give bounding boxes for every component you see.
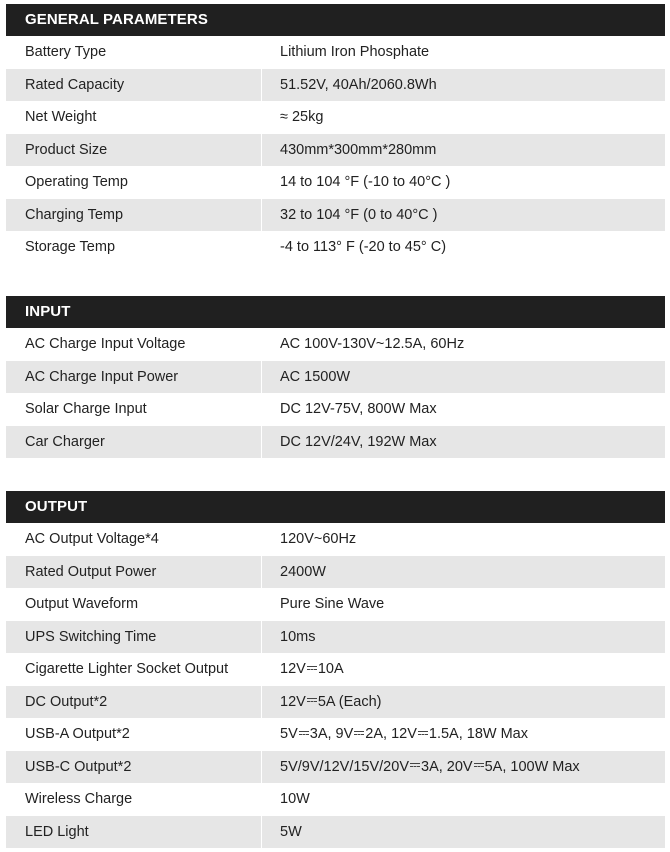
input-section [6,296,665,458]
spec-label: AC Charge Input Voltage [25,336,186,353]
spec-label: Charging Temp [25,206,124,223]
spec-value: 10W [280,791,310,808]
spec-label: Car Charger [25,433,105,450]
spec-row [6,134,665,167]
spec-row [6,361,665,394]
spec-value: 51.52V, 40Ah/2060.8Wh [280,76,437,93]
spec-value: ≈ 25kg [280,109,324,126]
spec-label: Solar Charge Input [25,401,147,418]
spec-value: 2400W [280,563,326,580]
spec-label: LED Light [25,823,89,840]
spec-label: Cigarette Lighter Socket Output [25,661,229,678]
spec-row [6,751,665,784]
spec-value: -4 to 113° F (-20 to 45° C) [280,239,447,256]
spec-row [6,621,665,654]
spec-row [6,653,665,686]
spec-label: Rated Capacity [25,76,125,93]
section-header: GENERAL PARAMETERS [6,4,665,36]
spec-row [6,231,665,264]
spec-label: Rated Output Power [25,563,157,580]
spec-label: Product Size [25,141,108,158]
spec-value: AC 1500W [280,368,351,385]
spec-label: Battery Type [25,44,107,61]
spec-value: 120V~60Hz [280,531,357,548]
dc-symbol-icon [307,698,317,703]
spec-label: Operating Temp [25,174,128,191]
section-header: OUTPUT [6,491,665,523]
spec-value: 5V/9V/12V/15V/20V 3A, 20V 5A, 100W Max [280,758,580,775]
dc-symbol-icon [299,731,309,736]
spec-row [6,588,665,621]
dc-symbol-icon [307,666,317,671]
dc-symbol-icon [410,763,420,768]
spec-value: Lithium Iron Phosphate [280,44,430,61]
spec-label: Net Weight [25,109,97,126]
spec-row [6,328,665,361]
spec-value: 32 to 104 °F (0 to 40°C ) [280,206,438,223]
spec-row [6,686,665,719]
spec-row [6,783,665,816]
spec-label: Wireless Charge [25,791,133,808]
spec-row [6,101,665,134]
spec-row [6,426,665,459]
spec-value: 12V 10A [280,661,344,678]
spec-row [6,393,665,426]
spec-value: DC 12V/24V, 192W Max [280,433,437,450]
spec-value: DC 12V-75V, 800W Max [280,401,437,418]
dc-symbol-icon [474,763,484,768]
dc-symbol-icon [354,731,364,736]
spec-value: Pure Sine Wave [280,596,385,613]
spec-label: USB-A Output*2 [25,726,130,743]
spec-value: 14 to 104 °F (-10 to 40°C ) [280,174,451,191]
spec-value: 10ms [280,628,316,645]
spec-row [6,556,665,589]
spec-row [6,166,665,199]
spec-label: UPS Switching Time [25,628,157,645]
dc-symbol-icon [418,731,428,736]
spec-row [6,816,665,849]
general-parameters-section [6,4,665,264]
spec-label: USB-C Output*2 [25,758,132,775]
spec-label: AC Charge Input Power [25,368,179,385]
spec-value: 5V 3A, 9V 2A, 12V 1.5A, 18W Max [280,726,528,743]
section-header: INPUT [6,296,665,328]
spec-row [6,523,665,556]
spec-row [6,718,665,751]
output-section [6,491,665,848]
spec-label: Output Waveform [25,596,139,613]
spec-value: 430mm*300mm*280mm [280,141,437,158]
spec-value: AC 100V-130V~12.5A, 60Hz [280,336,465,353]
spec-row [6,199,665,232]
spec-value: 5W [280,823,302,840]
spec-label: AC Output Voltage*4 [25,531,159,548]
spec-label: DC Output*2 [25,693,108,710]
spec-label: Storage Temp [25,239,116,256]
spec-row [6,36,665,69]
spec-row [6,69,665,102]
spec-value: 12V 5A (Each) [280,693,382,710]
